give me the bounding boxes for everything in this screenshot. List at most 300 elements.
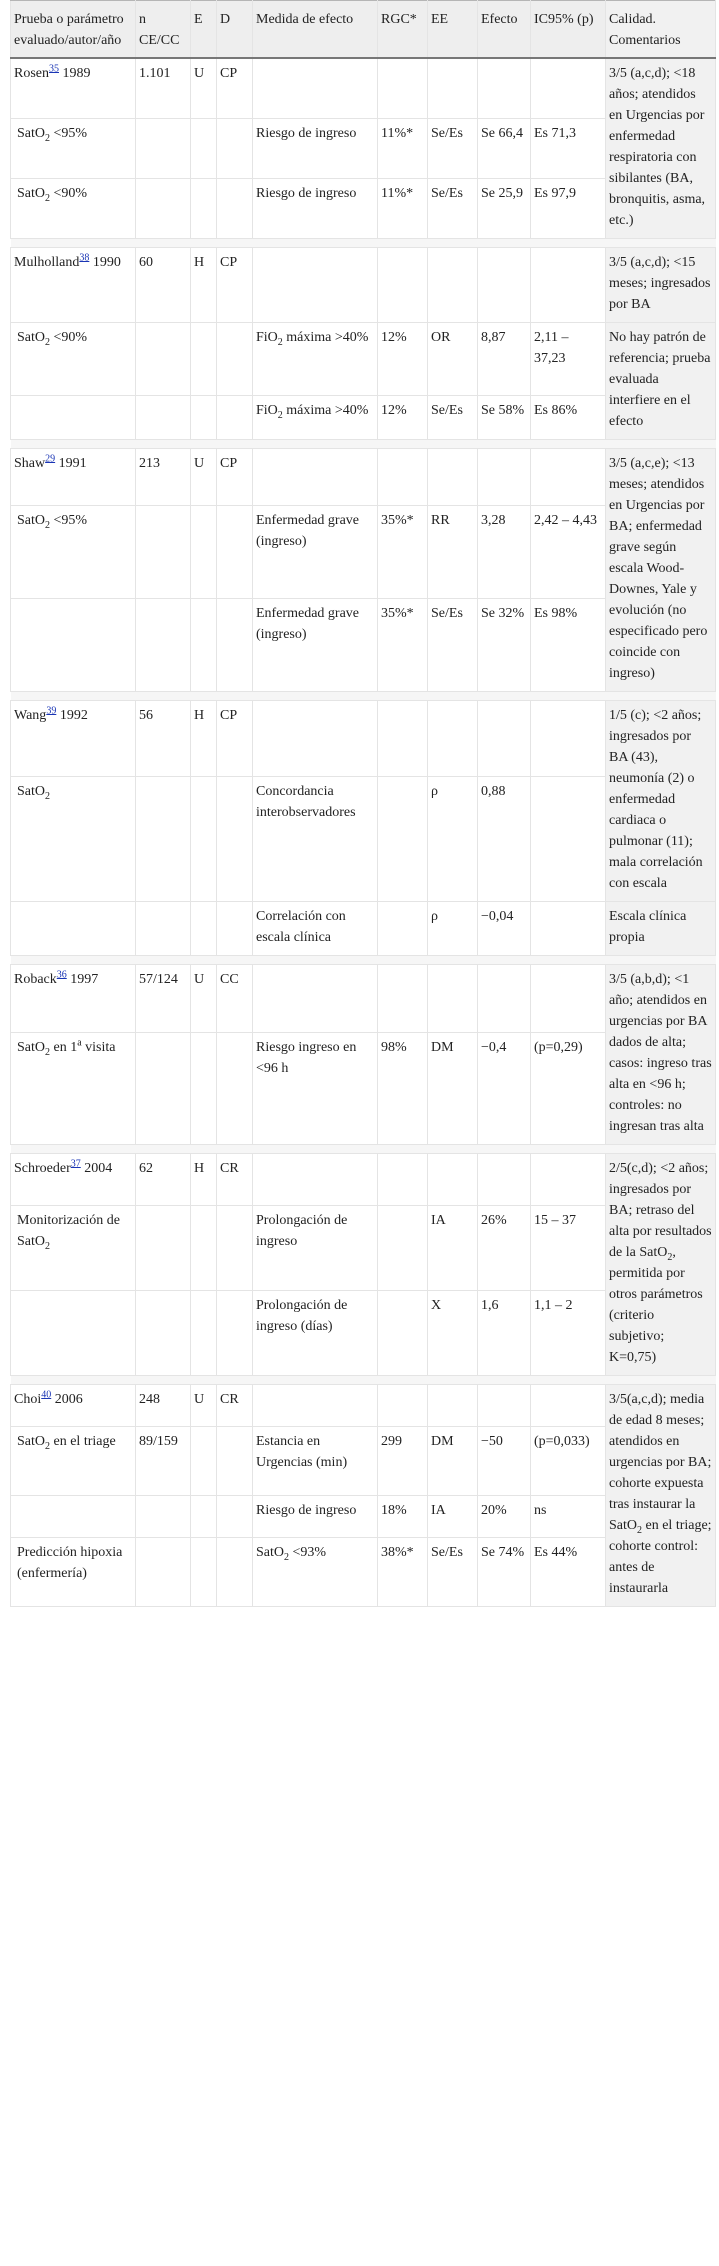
empty-cell — [191, 1205, 217, 1290]
row-measure: Estancia en Urgencias (min) — [253, 1427, 378, 1496]
empty-cell — [378, 248, 428, 323]
empty-cell — [191, 395, 217, 439]
spacer-cell — [378, 1145, 428, 1154]
empty-cell — [217, 505, 253, 598]
spacer-cell — [478, 1145, 531, 1154]
spacer-cell — [136, 692, 191, 701]
row-ee: Se/Es — [428, 395, 478, 439]
row-ee: ρ — [428, 777, 478, 902]
row-effect: 1,6 — [478, 1290, 531, 1375]
empty-cell — [478, 1154, 531, 1206]
study-setting: H — [191, 248, 217, 323]
empty-cell — [217, 1033, 253, 1145]
row-rgc: 18% — [378, 1495, 428, 1537]
empty-cell — [217, 395, 253, 439]
row-comment: No hay patrón de referencia; prueba evaluada interfiere en el efecto — [606, 323, 716, 440]
row-rgc — [378, 1205, 428, 1290]
study-row — [11, 701, 716, 777]
row-rgc: 35%* — [378, 598, 428, 691]
spacer-cell — [253, 1145, 378, 1154]
spacer-cell — [531, 440, 606, 449]
col-header-n: n CE/CC — [136, 1, 191, 59]
empty-cell — [253, 1154, 378, 1206]
spacer-cell — [253, 440, 378, 449]
empty-cell — [253, 58, 378, 119]
reference-link[interactable]: 29 — [45, 453, 56, 465]
spacer-cell — [606, 239, 716, 248]
row-effect: Se 74% — [478, 1538, 531, 1607]
reference-link[interactable]: 39 — [46, 705, 57, 717]
row-rgc — [378, 902, 428, 956]
row-n — [136, 505, 191, 598]
row-parameter: SatO$_2$ <95% — [11, 505, 136, 598]
study-year: 1992 — [56, 708, 88, 723]
row-ee: RR — [428, 505, 478, 598]
study-comment: 3/5 (a,c,e); <13 meses; atendidos en Urgencias por BA; enfermedad grave según escala Wood-Downes, Yale y evolución (no especificado pero coincide con ingreso) — [606, 449, 716, 692]
spacer-cell — [378, 239, 428, 248]
study-author: Schroeder — [14, 1161, 71, 1176]
row-measure: SatO$_2$ <93% — [253, 1538, 378, 1607]
empty-cell — [191, 323, 217, 396]
spacer-row — [11, 239, 716, 248]
col-header-rgc: RGC* — [378, 1, 428, 59]
spacer-cell — [136, 1376, 191, 1385]
row-parameter: SatO$_2$ <90% — [11, 323, 136, 396]
row-n — [136, 1290, 191, 1375]
study-author-cell — [11, 1385, 136, 1427]
spacer-cell — [191, 956, 217, 965]
spacer-row — [11, 1145, 716, 1154]
row-parameter — [11, 1290, 136, 1375]
empty-cell — [478, 248, 531, 323]
empty-cell — [217, 179, 253, 239]
row-n — [136, 1495, 191, 1537]
row-effect: 20% — [478, 1495, 531, 1537]
spacer-cell — [253, 1376, 378, 1385]
empty-cell — [428, 449, 478, 506]
row-rgc: 11%* — [378, 119, 428, 179]
row-effect: −0,4 — [478, 1033, 531, 1145]
study-setting: U — [191, 58, 217, 119]
study-row — [11, 449, 716, 506]
empty-cell — [531, 1154, 606, 1206]
study-author: Roback — [14, 972, 57, 987]
row-ci: Es 86% — [531, 395, 606, 439]
row-measure: FiO$_2$ máxima >40% — [253, 395, 378, 439]
empty-cell — [531, 449, 606, 506]
study-n: 213 — [136, 449, 191, 506]
study-row — [11, 1385, 716, 1427]
empty-cell — [428, 248, 478, 323]
spacer-cell — [428, 692, 478, 701]
row-comment: Escala clínica propia — [606, 902, 716, 956]
spacer-cell — [11, 239, 136, 248]
spacer-cell — [191, 692, 217, 701]
header-row — [11, 1, 716, 59]
row-n: 89/159 — [136, 1427, 191, 1496]
spacer-cell — [217, 692, 253, 701]
spacer-cell — [217, 956, 253, 965]
row-measure: Riesgo ingreso en <96 h — [253, 1033, 378, 1145]
row-effect: −50 — [478, 1427, 531, 1496]
study-author: Wang — [14, 708, 47, 723]
empty-cell — [191, 598, 217, 691]
empty-cell — [378, 965, 428, 1033]
study-n: 248 — [136, 1385, 191, 1427]
row-ee: IA — [428, 1205, 478, 1290]
row-parameter — [11, 395, 136, 439]
row-effect: 8,87 — [478, 323, 531, 396]
study-year: 2006 — [51, 1392, 83, 1407]
empty-cell — [217, 1290, 253, 1375]
row-ee: ρ — [428, 902, 478, 956]
spacer-row — [11, 440, 716, 449]
empty-cell — [191, 1033, 217, 1145]
row-parameter: SatO$_2$ <95% — [11, 119, 136, 179]
reference-link[interactable]: 37 — [70, 1158, 81, 1170]
spacer-cell — [531, 1145, 606, 1154]
col-header-d: D — [217, 1, 253, 59]
row-ci: 2,11 – 37,23 — [531, 323, 606, 396]
empty-cell — [191, 1495, 217, 1537]
study-comment: 3/5 (a,c,d); <15 meses; ingresados por BA — [606, 248, 716, 323]
study-year: 1990 — [89, 255, 121, 270]
spacer-cell — [428, 440, 478, 449]
empty-cell — [478, 58, 531, 119]
row-measure: Riesgo de ingreso — [253, 179, 378, 239]
study-row — [11, 58, 716, 119]
col-header-test: Prueba o parámetro evaluado/autor/año — [11, 1, 136, 59]
row-measure: Correlación con escala clínica — [253, 902, 378, 956]
row-ee: IA — [428, 1495, 478, 1537]
empty-cell — [378, 1385, 428, 1427]
row-n — [136, 1033, 191, 1145]
empty-cell — [531, 701, 606, 777]
spacer-cell — [11, 440, 136, 449]
study-author-cell — [11, 449, 136, 506]
spacer-cell — [378, 692, 428, 701]
spacer-cell — [11, 692, 136, 701]
row-ci — [531, 902, 606, 956]
study-author-cell — [11, 965, 136, 1033]
table-body — [11, 58, 716, 1607]
empty-cell — [191, 1427, 217, 1496]
row-effect: 26% — [478, 1205, 531, 1290]
row-n — [136, 1538, 191, 1607]
spacer-cell — [11, 1376, 136, 1385]
row-ci: 1,1 – 2 — [531, 1290, 606, 1375]
spacer-cell — [606, 1145, 716, 1154]
row-parameter — [11, 598, 136, 691]
col-header-effect: Efecto — [478, 1, 531, 59]
study-author: Mulholland — [14, 255, 80, 270]
row-n — [136, 902, 191, 956]
row-ee: Se/Es — [428, 179, 478, 239]
reference-link[interactable]: 35 — [49, 63, 59, 75]
empty-cell — [217, 777, 253, 902]
row-ci — [531, 777, 606, 902]
spacer-cell — [136, 956, 191, 965]
study-setting: H — [191, 1154, 217, 1206]
empty-cell — [253, 701, 378, 777]
row-rgc: 38%* — [378, 1538, 428, 1607]
row-n — [136, 395, 191, 439]
study-row — [11, 248, 716, 323]
empty-cell — [191, 179, 217, 239]
row-parameter: SatO$_2$ en el triage — [11, 1427, 136, 1496]
row-measure: Riesgo de ingreso — [253, 1495, 378, 1537]
row-measure: Prolongación de ingreso (días) — [253, 1290, 378, 1375]
result-row — [11, 323, 716, 396]
row-measure: Enfermedad grave (ingreso) — [253, 505, 378, 598]
row-parameter: SatO$_2$ — [11, 777, 136, 902]
row-ee: Se/Es — [428, 1538, 478, 1607]
study-author: Shaw — [14, 456, 46, 471]
study-n: 1.101 — [136, 58, 191, 119]
study-author-cell — [11, 58, 136, 119]
spacer-cell — [428, 239, 478, 248]
spacer-cell — [253, 239, 378, 248]
study-author-cell — [11, 701, 136, 777]
row-ci: ns — [531, 1495, 606, 1537]
row-parameter: SatO$_2$ <90% — [11, 179, 136, 239]
empty-cell — [428, 58, 478, 119]
row-rgc: 11%* — [378, 179, 428, 239]
empty-cell — [428, 1154, 478, 1206]
spacer-cell — [11, 1145, 136, 1154]
spacer-cell — [136, 239, 191, 248]
empty-cell — [378, 449, 428, 506]
study-comment: 2/5(c,d); <2 años; ingresados por BA; retraso del alta por resultados de la SatO$_2$, permitida por otros parámetros (criterio subjetivo; K=0,75) — [606, 1154, 716, 1376]
spacer-cell — [136, 440, 191, 449]
empty-cell — [191, 119, 217, 179]
study-design: CP — [217, 449, 253, 506]
study-design: CP — [217, 701, 253, 777]
row-ee: DM — [428, 1427, 478, 1496]
empty-cell — [217, 1205, 253, 1290]
study-n: 62 — [136, 1154, 191, 1206]
row-measure: FiO$_2$ máxima >40% — [253, 323, 378, 396]
col-header-e: E — [191, 1, 217, 59]
study-design: CP — [217, 58, 253, 119]
row-effect: −0,04 — [478, 902, 531, 956]
empty-cell — [217, 1538, 253, 1607]
empty-cell — [217, 119, 253, 179]
col-header-comments: Calidad. Comentarios — [606, 1, 716, 59]
empty-cell — [217, 323, 253, 396]
study-year: 1991 — [55, 456, 87, 471]
empty-cell — [217, 1427, 253, 1496]
row-n — [136, 119, 191, 179]
spacer-cell — [253, 692, 378, 701]
study-n: 60 — [136, 248, 191, 323]
spacer-cell — [531, 956, 606, 965]
row-parameter — [11, 1495, 136, 1537]
spacer-cell — [531, 692, 606, 701]
empty-cell — [191, 505, 217, 598]
spacer-cell — [606, 1376, 716, 1385]
row-ci: Es 44% — [531, 1538, 606, 1607]
col-header-measure: Medida de efecto — [253, 1, 378, 59]
row-effect: Se 58% — [478, 395, 531, 439]
row-ci: 2,42 – 4,43 — [531, 505, 606, 598]
spacer-cell — [478, 239, 531, 248]
empty-cell — [378, 1154, 428, 1206]
spacer-cell — [428, 1145, 478, 1154]
row-rgc: 98% — [378, 1033, 428, 1145]
row-effect: 0,88 — [478, 777, 531, 902]
empty-cell — [191, 777, 217, 902]
row-parameter — [11, 902, 136, 956]
spacer-cell — [378, 440, 428, 449]
row-ci: (p=0,033) — [531, 1427, 606, 1496]
row-measure: Enfermedad grave (ingreso) — [253, 598, 378, 691]
empty-cell — [253, 248, 378, 323]
row-measure: Concordancia interobservadores — [253, 777, 378, 902]
empty-cell — [531, 1385, 606, 1427]
empty-cell — [531, 965, 606, 1033]
empty-cell — [253, 449, 378, 506]
row-parameter: Predicción hipoxia (enfermería) — [11, 1538, 136, 1607]
spacer-cell — [136, 1145, 191, 1154]
study-year: 1997 — [66, 972, 99, 987]
spacer-cell — [531, 1376, 606, 1385]
row-parameter: Monitorización de SatO$_2$ — [11, 1205, 136, 1290]
empty-cell — [378, 701, 428, 777]
empty-cell — [531, 248, 606, 323]
row-n — [136, 179, 191, 239]
result-row — [11, 902, 716, 956]
reference-link[interactable]: 36 — [56, 969, 67, 981]
study-n: 56 — [136, 701, 191, 777]
empty-cell — [217, 598, 253, 691]
row-ci: Es 97,9 — [531, 179, 606, 239]
study-row — [11, 1154, 716, 1206]
empty-cell — [191, 902, 217, 956]
empty-cell — [478, 449, 531, 506]
spacer-row — [11, 1376, 716, 1385]
study-design: CC — [217, 965, 253, 1033]
empty-cell — [428, 965, 478, 1033]
empty-cell — [478, 701, 531, 777]
col-header-ee: EE — [428, 1, 478, 59]
study-year: 1989 — [59, 66, 91, 81]
spacer-cell — [478, 440, 531, 449]
study-comment: 3/5 (a,c,d); <18 años; atendidos en Urgencias por enfermedad respiratoria con sibilantes (BA, bronquitis, asma, etc.) — [606, 58, 716, 239]
row-effect: 3,28 — [478, 505, 531, 598]
row-measure: Riesgo de ingreso — [253, 119, 378, 179]
empty-cell — [253, 965, 378, 1033]
spacer-cell — [11, 956, 136, 965]
spacer-row — [11, 956, 716, 965]
empty-cell — [191, 1290, 217, 1375]
row-rgc — [378, 1290, 428, 1375]
empty-cell — [217, 1495, 253, 1537]
study-design: CR — [217, 1385, 253, 1427]
empty-cell — [428, 701, 478, 777]
row-n — [136, 598, 191, 691]
spacer-cell — [478, 956, 531, 965]
row-rgc — [378, 777, 428, 902]
spacer-cell — [378, 956, 428, 965]
row-ee: Se/Es — [428, 119, 478, 179]
row-ci: 15 – 37 — [531, 1205, 606, 1290]
spacer-cell — [191, 1145, 217, 1154]
empty-cell — [531, 58, 606, 119]
spacer-cell — [378, 1376, 428, 1385]
study-n: 57/124 — [136, 965, 191, 1033]
spacer-cell — [606, 956, 716, 965]
study-design: CP — [217, 248, 253, 323]
row-ci: (p=0,29) — [531, 1033, 606, 1145]
empty-cell — [478, 1385, 531, 1427]
spacer-cell — [191, 239, 217, 248]
spacer-cell — [428, 1376, 478, 1385]
spacer-cell — [191, 440, 217, 449]
spacer-cell — [428, 956, 478, 965]
spacer-cell — [478, 1376, 531, 1385]
row-n — [136, 323, 191, 396]
row-rgc: 35%* — [378, 505, 428, 598]
row-ee: DM — [428, 1033, 478, 1145]
empty-cell — [428, 1385, 478, 1427]
results-table — [10, 0, 716, 1607]
reference-link[interactable]: 38 — [79, 252, 90, 264]
spacer-cell — [606, 692, 716, 701]
row-measure: Prolongación de ingreso — [253, 1205, 378, 1290]
empty-cell — [378, 58, 428, 119]
study-comment: 3/5(a,c,d); media de edad 8 meses; atendidos en urgencias por BA; cohorte expuesta tras instaurar la SatO$_2$ en el triage; cohorte control: antes de instaurarla — [606, 1385, 716, 1607]
spacer-cell — [217, 239, 253, 248]
row-rgc: 12% — [378, 323, 428, 396]
empty-cell — [253, 1385, 378, 1427]
row-effect: Se 25,9 — [478, 179, 531, 239]
study-row — [11, 965, 716, 1033]
study-author: Choi — [14, 1392, 42, 1407]
study-design: CR — [217, 1154, 253, 1206]
study-setting: U — [191, 965, 217, 1033]
empty-cell — [478, 965, 531, 1033]
spacer-cell — [478, 692, 531, 701]
row-effect: Se 32% — [478, 598, 531, 691]
row-effect: Se 66,4 — [478, 119, 531, 179]
spacer-row — [11, 692, 716, 701]
empty-cell — [217, 902, 253, 956]
row-ee: Se/Es — [428, 598, 478, 691]
col-header-ci: IC95% (p) — [531, 1, 606, 59]
spacer-cell — [217, 440, 253, 449]
row-ee: X — [428, 1290, 478, 1375]
study-author-cell — [11, 248, 136, 323]
spacer-cell — [217, 1145, 253, 1154]
spacer-cell — [217, 1376, 253, 1385]
row-parameter: SatO$_2$ en 1$^a$ visita — [11, 1033, 136, 1145]
study-setting: U — [191, 1385, 217, 1427]
study-author: Rosen — [14, 66, 49, 81]
row-rgc: 12% — [378, 395, 428, 439]
study-year: 2004 — [80, 1161, 113, 1176]
row-ci: Es 71,3 — [531, 119, 606, 179]
study-setting: U — [191, 449, 217, 506]
study-comment: 3/5 (a,b,d); <1 año; atendidos en urgencias por BA dados de alta; casos: ingreso tras alta en <96 h; controles: no ingresan tras alta — [606, 965, 716, 1145]
empty-cell — [191, 1538, 217, 1607]
study-setting: H — [191, 701, 217, 777]
row-rgc: 299 — [378, 1427, 428, 1496]
spacer-cell — [531, 239, 606, 248]
study-comment: 1/5 (c); <2 años; ingresados por BA (43), neumonía (2) o enfermedad cardiaca o pulmonar (11); mala correlación con escala — [606, 701, 716, 902]
reference-link[interactable]: 40 — [41, 1389, 52, 1401]
row-n — [136, 1205, 191, 1290]
